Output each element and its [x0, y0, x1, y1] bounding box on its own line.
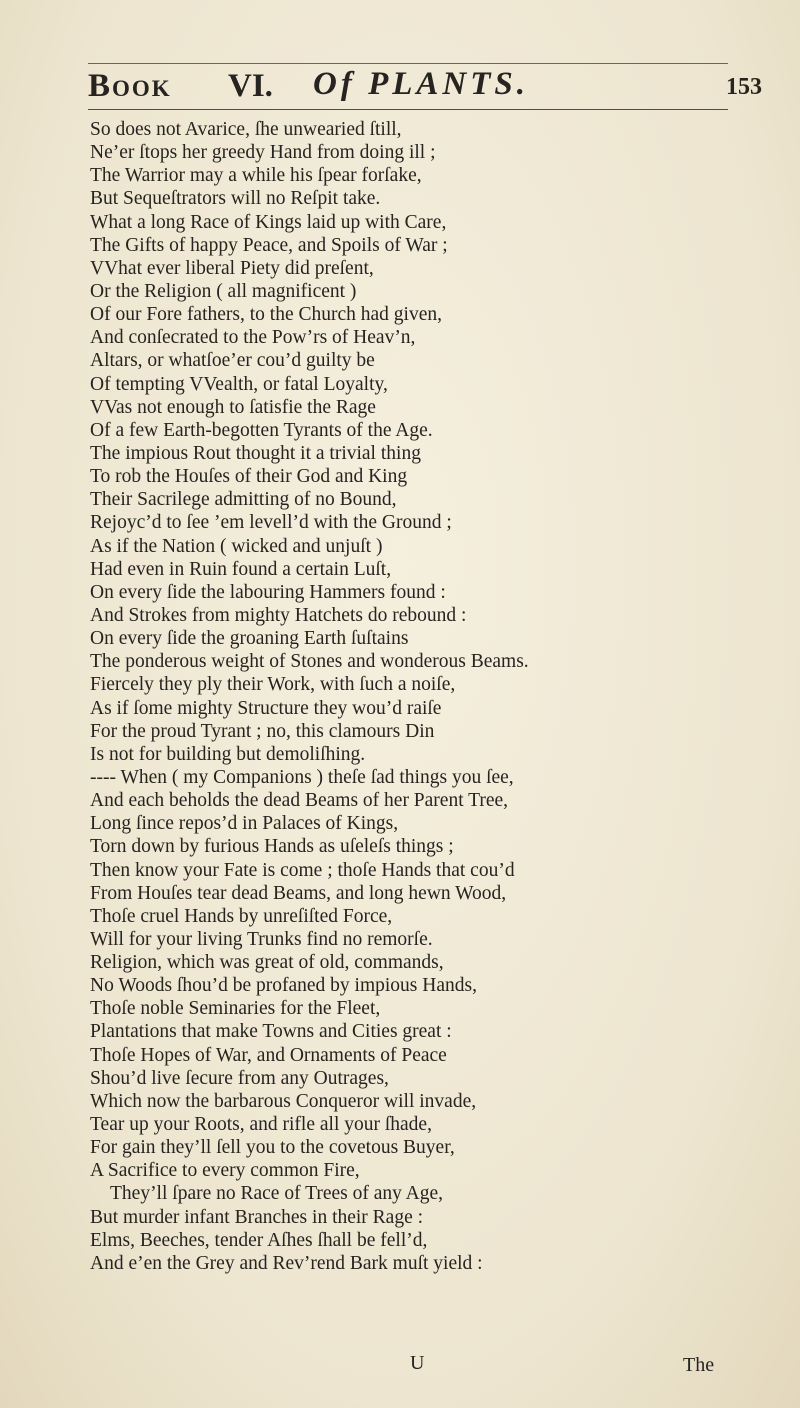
verse-line: Of a few Earth-begotten Tyrants of the Age. — [90, 419, 433, 441]
verse-line: Their Sacrilege admitting of no Bound, — [90, 489, 397, 511]
verse-line: Then know your Fate is come ; thoſe Hands that cou’d — [90, 859, 515, 881]
verse-line: Shou’d live ſecure from any Outrages, — [90, 1067, 389, 1089]
verse-line: And conſecrated to the Pow’rs of Heav’n, — [90, 327, 416, 349]
verse-line: The Warrior may a while his ſpear forſake, — [90, 165, 422, 187]
verse-line: No Woods ſhou’d be profaned by impious Hands, — [90, 975, 477, 997]
verse-line: So does not Avarice, ſhe unwearied ſtill, — [90, 119, 402, 140]
verse-line: Thoſe Hopes of War, and Ornaments of Peace — [90, 1044, 447, 1066]
verse-line: Will for your living Trunks find no remorſe. — [90, 928, 433, 950]
verse-line: Thoſe noble Seminaries for the Fleet, — [90, 998, 381, 1020]
verse-line: Thoſe cruel Hands by unreſiſted Force, — [90, 905, 393, 927]
verse-line: The Gifts of happy Peace, and Spoils of War ; — [90, 234, 448, 256]
verse-line: VVas not enough to ſatisfie the Rage — [90, 396, 376, 418]
verse-line: But Sequeſtrators will no Reſpit take. — [90, 188, 381, 210]
verse-line: Altars, or whatſoe’er cou’d guilty be — [90, 350, 375, 372]
verse-line: As if the Nation ( wicked and unjuſt ) — [90, 535, 383, 557]
verse-line: And each beholds the dead Beams of her Parent Tree, — [90, 790, 509, 812]
page-number: 153 — [726, 74, 762, 100]
book-number: VI. — [228, 68, 273, 104]
verse-line: Is not for building but demoliſhing. — [90, 743, 366, 765]
verse-line: And e’en the Grey and Rev’rend Bark muſt yield : — [90, 1252, 483, 1274]
signature-mark: U — [410, 1352, 425, 1374]
verse-line: The ponderous weight of Stones and wonderous Beams. — [90, 651, 529, 673]
verse-line: For gain they’ll ſell you to the covetous Buyer, — [90, 1137, 455, 1159]
verse-line: Elms, Beeches, tender Aſhes ſhall be fell’d, — [90, 1229, 428, 1251]
verse-line: On every ſide the groaning Earth ſuſtains — [90, 628, 409, 650]
verse-line: Of tempting VVealth, or fatal Loyalty, — [90, 373, 388, 395]
header-rule — [88, 109, 728, 110]
book-label: Book — [88, 68, 172, 104]
verse-line: Rejoyc’d to ſee ’em levell’d with the Ground ; — [90, 512, 452, 534]
catchword: The — [683, 1354, 715, 1376]
verse-line: Or the Religion ( all magnificent ) — [90, 280, 357, 302]
verse-line: From Houſes tear dead Beams, and long hewn Wood, — [90, 882, 507, 904]
verse-line: On every ſide the labouring Hammers found : — [90, 581, 446, 603]
verse-line: Plantations that make Towns and Cities great : — [90, 1021, 452, 1043]
verse-line: ---- When ( my Companions ) theſe ſad things you ſee, — [90, 766, 514, 788]
verse-line: Religion, which was great of old, commands, — [90, 952, 444, 974]
verse-line: Fiercely they ply their Work, with ſuch a noiſe, — [90, 674, 456, 696]
verse-line: To rob the Houſes of their God and King — [90, 466, 408, 488]
verse-line: Which now the barbarous Conqueror will invade, — [90, 1090, 477, 1112]
verse-line: Of our Fore fathers, to the Church had given, — [90, 304, 442, 326]
verse-line: Had even in Ruin found a certain Luſt, — [90, 558, 392, 580]
verse-line: As if ſome mighty Structure they wou’d raiſe — [90, 697, 442, 719]
verse-line: But murder infant Branches in their Rage : — [90, 1206, 424, 1228]
verse-line: Ne’er ſtops her greedy Hand from doing ill ; — [90, 142, 436, 164]
verse-line: For the proud Tyrant ; no, this clamours Din — [90, 720, 435, 742]
verse-line: Tear up your Roots, and rifle all your ſhade, — [90, 1114, 432, 1136]
verse-line: They’ll ſpare no Race of Trees of any Age, — [110, 1183, 444, 1205]
verse-line: What a long Race of Kings laid up with Care, — [90, 211, 447, 233]
verse-text — [90, 118, 770, 1275]
verse-line: Long ſince repos’d in Palaces of Kings, — [90, 813, 399, 835]
verse-line: Torn down by furious Hands as uſeleſs things ; — [90, 836, 454, 858]
verse-line: VVhat ever liberal Piety did preſent, — [90, 257, 374, 279]
verse-line: The impious Rout thought it a trivial thing — [90, 442, 421, 464]
running-title: Of PLANTS. — [313, 66, 529, 102]
verse-line: And Strokes from mighty Hatchets do rebound : — [90, 604, 467, 626]
verse-line: A Sacrifice to every common Fire, — [90, 1160, 360, 1182]
running-header — [88, 64, 768, 110]
